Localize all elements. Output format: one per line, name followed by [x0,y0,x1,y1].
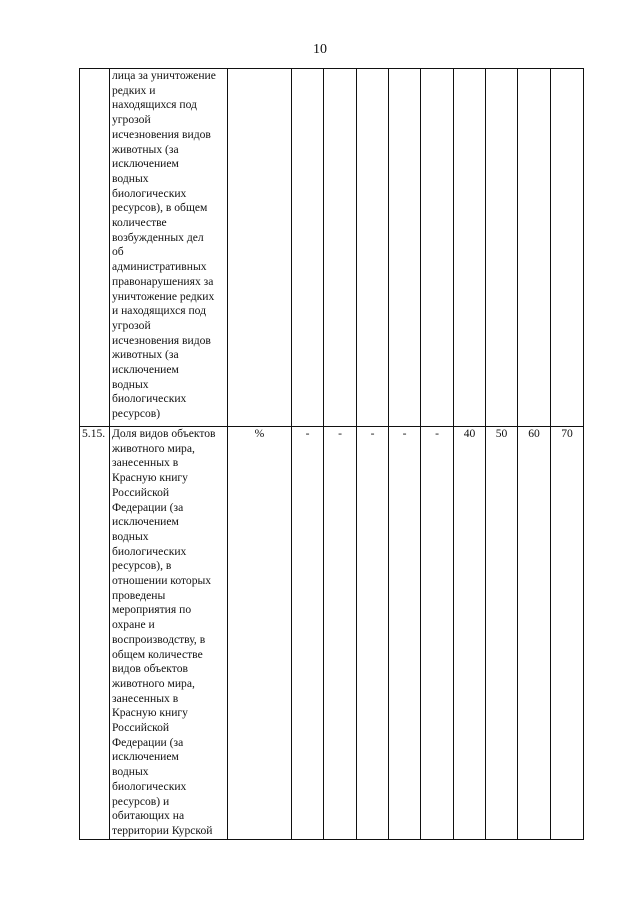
value-cell: - [292,427,324,840]
description-line: уничтожение редких [112,289,215,303]
description-line: проведены [112,588,166,602]
page-number: 10 [313,42,327,57]
indicator-description [110,427,228,840]
value-cell [357,69,389,427]
description-line: биологических [112,544,187,558]
value-cell: - [357,427,389,840]
value-cell [518,69,551,427]
description-line: занесенных в [112,691,179,705]
value-cell [292,69,324,427]
description-line: угрозой [112,113,151,127]
table-row [80,427,584,840]
description-line: исключением [112,515,179,529]
description-line: исключением [112,157,179,171]
description-line: исключением [112,750,179,764]
description-line: обитающих на [112,809,185,823]
value-cell [551,69,584,427]
value-cell: - [389,427,421,840]
table-row [80,69,584,427]
description-line: Федерации (за [112,735,184,749]
unit-cell: % [228,427,292,840]
description-line: возбужденных дел [112,230,204,244]
value-cell [421,69,454,427]
value-cell [389,69,421,427]
description-line: ресурсов), в [112,559,172,573]
description-line: Российской [112,721,170,735]
description-line: занесенных в [112,456,179,470]
description-line: об [112,245,124,259]
unit-cell [228,69,292,427]
description-line: ресурсов) и [112,794,170,808]
description-line: редких и [112,83,156,97]
description-line: биологических [112,779,187,793]
description-line: Федерации (за [112,500,184,514]
value-cell: - [421,427,454,840]
description-line: лица за уничтожение [112,69,216,82]
description-line: охране и [112,618,155,632]
description-line: исчезновения видов [112,127,211,141]
description-line: животного мира, [112,676,195,690]
description-line: Красную книгу [112,706,188,720]
description-line: водных [112,377,149,391]
value-cell: 40 [454,427,486,840]
description-line: животного мира, [112,441,195,455]
description-line: ресурсов), в общем [112,201,208,215]
value-cell: - [324,427,357,840]
description-line: животных (за [112,348,179,362]
row-number [80,69,110,427]
description-line: биологических [112,186,187,200]
value-cell: 60 [518,427,551,840]
description-line: количестве [112,216,167,230]
description-line: водных [112,171,149,185]
description-line: исчезновения видов [112,333,211,347]
value-cell [486,69,518,427]
description-line: водных [112,765,149,779]
description-line: видов объектов [112,662,188,676]
description-line: общем количестве [112,647,203,661]
description-line: и находящихся под [112,304,207,318]
description-line: Доля видов объектов [112,427,216,440]
description-line: ресурсов) [112,407,161,421]
description-line: животных (за [112,142,179,156]
description-line: угрозой [112,318,151,332]
indicator-description [110,69,228,427]
value-cell: 70 [551,427,584,840]
indicators-table [79,68,584,840]
description-line: водных [112,529,149,543]
description-line: Красную книгу [112,471,188,485]
description-line: территории Курской [112,823,213,837]
row-number: 5.15. [80,427,110,840]
description-line: Российской [112,485,170,499]
description-line: биологических [112,392,187,406]
description-line: воспроизводству, в [112,632,206,646]
description-line: правонарушениях за [112,274,214,288]
value-cell: 50 [486,427,518,840]
description-line: исключением [112,363,179,377]
description-line: мероприятия по [112,603,192,617]
description-line: находящихся под [112,98,197,112]
description-line: административных [112,260,207,274]
value-cell [454,69,486,427]
value-cell [324,69,357,427]
description-line: отношении которых [112,574,212,588]
